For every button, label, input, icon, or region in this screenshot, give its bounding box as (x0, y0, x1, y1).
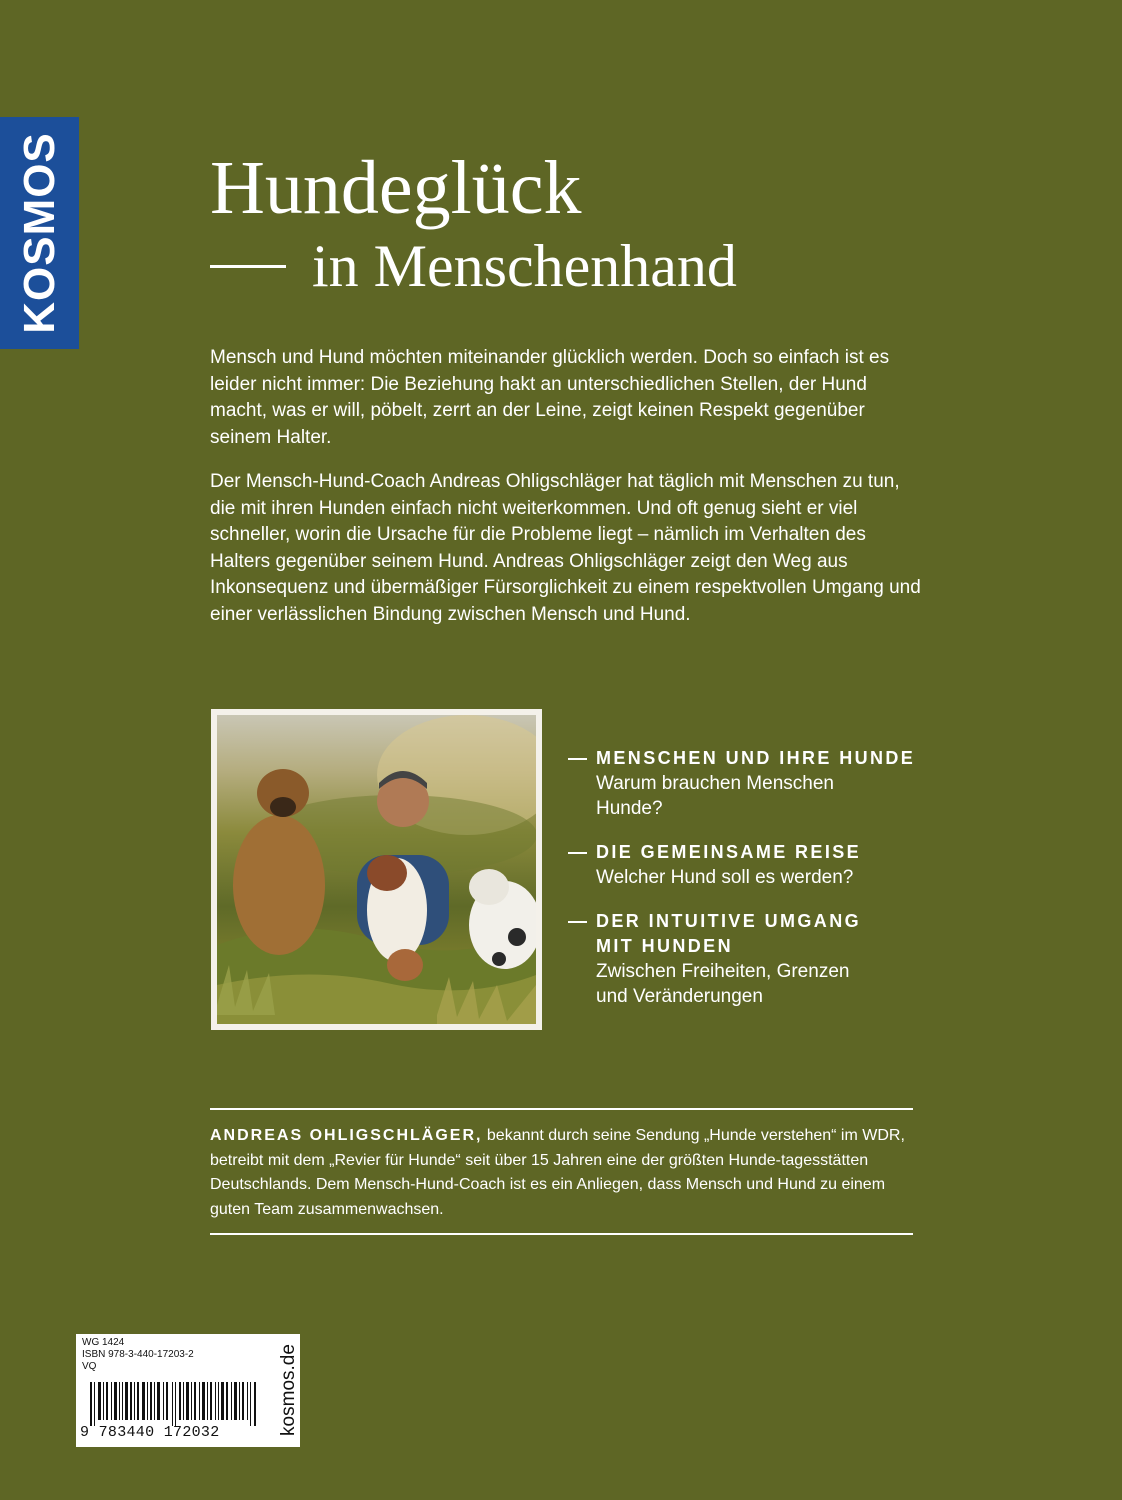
price-code: VQ (82, 1361, 97, 1372)
feature-item (568, 746, 928, 821)
intro-paragraph-2: Der Mensch-Hund-Coach Andreas Ohligschläger hat täglich mit Menschen zu tun, die mit ihren Hunden einfach nicht weiterkommen. Und oft genug sieht er viel schneller, worin die Ursache für die Probleme liegt – nämlich im Verhalten des Halters gegenüber seinem Hund. Andreas Ohligschläger zeigt den Weg aus Inkonsequenz und übermäßiger Fürsorglichkeit zu einem respektvollen Umgang und einer verlässlichen Bindung zwischen Mensch und Hund. (210, 471, 921, 625)
feature-heading: DER INTUITIVE UMGANG MIT HUNDEN (596, 911, 862, 956)
feature-list (568, 746, 928, 1028)
feature-text: Warum brauchen Menschen Hunde? (596, 773, 834, 819)
isbn: ISBN 978-3-440-17203-2 (82, 1349, 194, 1360)
subtitle-row (210, 233, 737, 299)
feature-heading: MENSCHEN UND IHRE HUNDE (596, 748, 916, 768)
warengruppe: WG 1424 (82, 1337, 125, 1348)
publisher-url (278, 1334, 300, 1447)
feature-item (568, 909, 928, 1009)
feature-text: Zwischen Freiheiten, Grenzen und Veränderungen (596, 961, 850, 1007)
divider-bottom (210, 1233, 913, 1235)
feature-item (568, 840, 928, 890)
barcode-digits: 9 783440 172032 (80, 1424, 220, 1441)
feature-dash (568, 758, 587, 760)
feature-dash (568, 852, 587, 854)
author-with-dogs-photo (217, 715, 536, 1024)
feature-heading: DIE GEMEINSAME REISE (596, 842, 862, 862)
cover-photo-frame (211, 709, 542, 1030)
author-name: ANDREAS OHLIGSCHLÄGER, (210, 1127, 483, 1144)
photo-illustration (217, 715, 536, 1024)
intro-paragraph-1: Mensch und Hund möchten miteinander glücklich werden. Doch so einfach ist es leider nicht immer: Die Beziehung hakt an unterschiedlichen Stellen, der Hund macht, was er will, pöbelt, zerrt an der Leine, zeigt keinen Respekt gegenüber seinem Halter. (210, 347, 890, 448)
feature-text: Welcher Hund soll es werden? (596, 867, 854, 888)
barcode-box (76, 1334, 278, 1447)
kosmos-logo (0, 117, 79, 349)
divider-top (210, 1108, 913, 1110)
barcode-icon (82, 1382, 268, 1426)
author-bio (210, 1124, 922, 1222)
publisher-url-text: kosmos.de (278, 1344, 299, 1436)
kosmos-logo-text: KOSMOS (14, 132, 64, 334)
book-title: Hundeglück (210, 146, 582, 230)
feature-dash (568, 921, 587, 923)
book-subtitle: in Menschenhand (312, 233, 737, 299)
subtitle-dash (210, 265, 286, 268)
author-bio-text: bekannt durch seine Sendung „Hunde verstehen“ im WDR, betreibt mit dem „Revier für Hunde“ seit über 15 Jahren eine der größten Hunde-tagesstätten Deutschlands. Dem Mensch-Hund-Coach ist es ein Anliegen, dass Mensch und Hund zu einem guten Team zusammenwachsen. (210, 1127, 905, 1218)
